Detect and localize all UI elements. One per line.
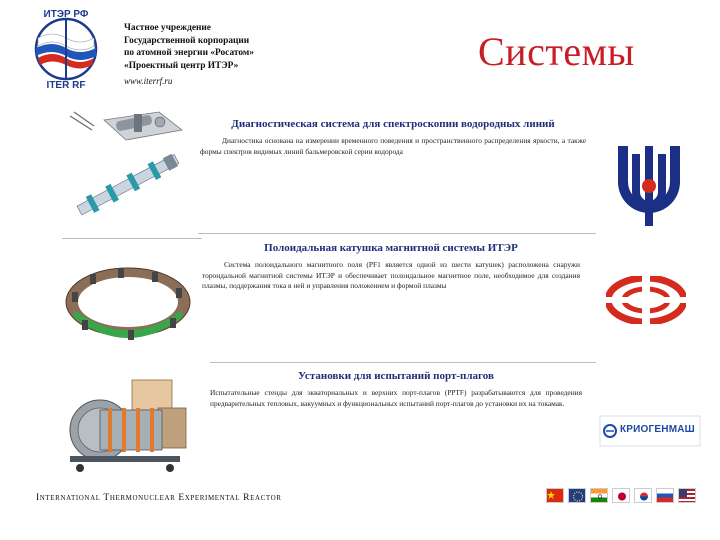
section-text: Испытательные стенды для экваториальных и верхних порт-плагов (PPTF) разрабатываются для проведения предварительных тепловых, вакуумных и функциональных испытаний порт-плагов до установки их на токамак.: [210, 388, 582, 408]
org-line: Частное учреждение: [124, 23, 211, 33]
org-line: «Проектный центр ИТЭР»: [124, 60, 239, 71]
website-link[interactable]: www.iterrf.ru: [124, 76, 173, 86]
org-line: Государственной корпорации: [124, 35, 250, 46]
divider: [62, 238, 202, 239]
logo-text-bottom: ITER RF: [46, 80, 86, 90]
logo-text-top: ИТЭР РФ: [43, 9, 89, 20]
member-flags: [546, 488, 696, 503]
india-flag-icon: [590, 488, 608, 503]
poloidal-coil-image: [56, 248, 196, 348]
section-title: Полоидальная катушка магнитной системы ИТЭР: [264, 242, 518, 254]
divider: [210, 362, 596, 363]
russia-flag-icon: [656, 488, 674, 503]
organization-block: [124, 22, 324, 88]
kriogenmash-label: КРИОГЕНМАШ: [620, 424, 695, 435]
port-plug-test-facility-image: [60, 378, 200, 476]
section-port-plug-tests: [210, 369, 582, 409]
footer-text: International Thermonuclear Experimental Reactor: [36, 493, 282, 503]
org-line: по атомной энергии «Росатом»: [124, 48, 254, 58]
korea-flag-icon: [634, 488, 652, 503]
diagnostic-system-image: [64, 108, 194, 233]
china-flag-icon: [546, 488, 564, 503]
section-text: Система полоидального магнитного поля (PF1 является одной из шести катушек) расположена снаружи тороидальной магнитной системы ИТЭР и обеспечивает полоидальное магнитное поле, необходимое для создания плазмы, поддержания тока в ней и управления положением и формой плазмы: [202, 260, 580, 290]
eu-flag-icon: [568, 488, 586, 503]
section-diagnostics: [200, 117, 586, 157]
rosatom-style-logo: [606, 276, 686, 324]
atom-organization-logo: [612, 142, 686, 228]
section-title: Диагностическая система для спектроскопии водородных линий: [231, 118, 555, 130]
section-title: Установки для испытаний порт-плагов: [298, 370, 494, 382]
iter-rf-logo: [22, 8, 110, 90]
section-poloidal-coil: [202, 241, 580, 292]
page-title: Системы: [478, 29, 635, 74]
section-text: Диагностика основана на измерении временного поведения и пространственного распределения яркости, а также формы спектров видимых линий бальмеровской серии водорода: [200, 136, 586, 156]
japan-flag-icon: [612, 488, 630, 503]
divider: [198, 233, 596, 234]
usa-flag-icon: [678, 488, 696, 503]
